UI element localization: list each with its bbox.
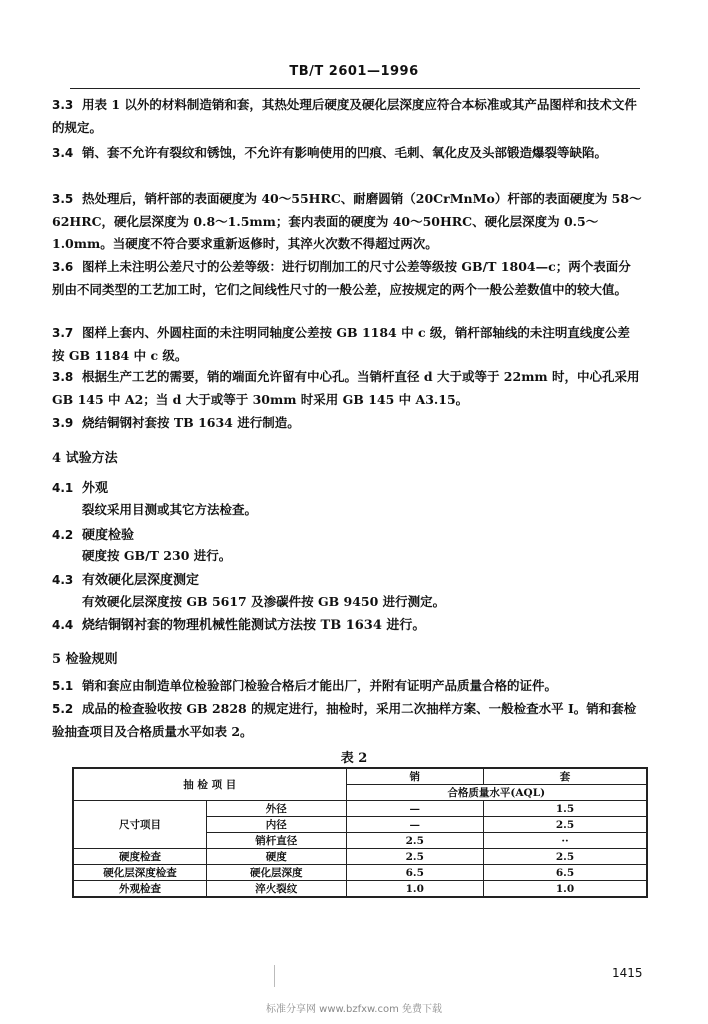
clause-number: 3.3 (52, 98, 74, 112)
table-row (73, 801, 647, 817)
clause-text: 图样上套内、外圆柱面的未注明同轴度公差按 GB 1184 中 c 级，销杆部轴线的未注明直线度公差按 GB 1184 中 c 级。 (52, 325, 630, 363)
table-row (73, 865, 647, 881)
clause-number: 3.4 (52, 146, 74, 160)
item-number: 4.1 (52, 481, 74, 495)
row-sleeve: 2.5 (484, 817, 647, 833)
clause-text: 用表 1 以外的材料制造销和套，其热处理后硬度及硬化层深度应符合本标准或其产品图样和技术文件的规定。 (52, 97, 637, 135)
clause-number: 3.5 (52, 192, 74, 206)
clause-3-6 (52, 256, 642, 301)
clause-text: 烧结铜钢衬套按 TB 1634 进行制造。 (82, 415, 300, 430)
header-pin: 销 (346, 768, 484, 785)
document-header: TB/T 2601—1996 (289, 64, 419, 79)
table-row (73, 881, 647, 898)
header-rule (70, 88, 640, 89)
item-title: 有效硬化层深度测定 (82, 573, 200, 588)
row-pin: 1.0 (346, 881, 484, 898)
table-caption: 表 2 (340, 751, 368, 766)
clause-number: 3.9 (52, 416, 74, 430)
row-item: 销杆直径 (207, 833, 346, 849)
table-row (73, 849, 647, 865)
item-number: 4.4 (52, 618, 74, 632)
row-pin: — (346, 801, 484, 817)
row-item: 内径 (207, 817, 346, 833)
table-header-row (73, 768, 647, 785)
clause-3-4 (52, 142, 642, 165)
row-category: 外观检查 (73, 881, 207, 898)
clause-number: 3.6 (52, 260, 74, 274)
row-pin: 2.5 (346, 833, 484, 849)
clause-3-3 (52, 94, 642, 139)
clause-number: 5.1 (52, 679, 74, 693)
clause-text: 图样上未注明公差尺寸的公差等级：进行切削加工的尺寸公差等级按 GB/T 1804—c；两个表面分别由不同类型的工艺加工时，它们之间线性尺寸的一般公差，应按规定的两个一般公差数值中的较大值。 (52, 259, 631, 297)
row-item: 硬度 (207, 849, 346, 865)
row-sleeve: 6.5 (484, 865, 647, 881)
row-pin: 6.5 (346, 865, 484, 881)
item-number: 4.2 (52, 528, 74, 542)
item-4-2-body: 硬度按 GB/T 230 进行。 (82, 548, 232, 563)
item-4-3-body: 有效硬化层深度按 GB 5617 及渗碳件按 GB 9450 进行测定。 (82, 594, 446, 609)
group-size-items: 尺寸项目 (73, 801, 207, 849)
row-pin: 2.5 (346, 849, 484, 865)
row-sleeve: 1.0 (484, 881, 647, 898)
item-number: 4.3 (52, 573, 74, 587)
item-4-1-title (52, 477, 108, 496)
header-items: 抽 检 项 目 (73, 768, 346, 801)
item-title: 外观 (82, 481, 109, 496)
row-sleeve: 1.5 (484, 801, 647, 817)
header-sleeve: 套 (484, 768, 647, 785)
section-4-title: 4 试验方法 (52, 451, 118, 466)
watermark-footer: 标准分享网 www.bzfxw.com 免费下载 (266, 1004, 442, 1015)
clause-3-9 (52, 412, 642, 435)
item-title: 烧结铜钢衬套的物理机械性能测试方法按 TB 1634 进行。 (82, 618, 426, 633)
inspection-table (72, 767, 648, 898)
clause-5-1 (52, 675, 642, 698)
footer-divider (274, 965, 275, 987)
row-pin: — (346, 817, 484, 833)
clause-number: 5.2 (52, 702, 74, 716)
row-item: 外径 (207, 801, 346, 817)
item-4-1-body: 裂纹采用目测或其它方法检查。 (82, 502, 258, 517)
item-title: 硬度检验 (82, 528, 135, 543)
clause-text: 销和套应由制造单位检验部门检验合格后才能出厂，并附有证明产品质量合格的证件。 (82, 678, 558, 693)
row-item: 硬化层深度 (207, 865, 346, 881)
clause-text: 销、套不允许有裂纹和锈蚀，不允许有影响使用的凹痕、毛刺、氧化皮及头部锻造爆裂等缺陷。 (82, 145, 608, 160)
section-5-title: 5 检验规则 (52, 652, 118, 667)
row-sleeve: ·· (484, 833, 647, 849)
row-sleeve: 2.5 (484, 849, 647, 865)
clause-text: 热处理后，销杆部的表面硬度为 40～55HRC、耐磨圆销（20CrMnMo）杆部的表面硬度为 58～62HRC，硬化层深度为 0.8～1.5mm；套内表面的硬度为 40～50HRC、硬化层深度为 0.5～1.0mm。当硬度不符合要求重新返修时，其淬火次数不得超过两次。 (52, 191, 642, 251)
row-item: 淬火裂纹 (207, 881, 346, 898)
row-category: 硬化层深度检查 (73, 865, 207, 881)
item-4-3-title (52, 569, 199, 588)
clause-3-7 (52, 322, 642, 367)
row-category: 硬度检查 (73, 849, 207, 865)
clause-3-5 (52, 188, 642, 256)
clause-3-8 (52, 366, 642, 411)
clause-5-2 (52, 698, 642, 743)
clause-number: 3.8 (52, 370, 74, 384)
item-4-2-title (52, 524, 134, 543)
clause-text: 成品的检查验收按 GB 2828 的规定进行，抽检时，采用二次抽样方案、一般检查水平 I。销和套检验抽查项目及合格质量水平如表 2。 (52, 701, 637, 739)
item-4-4-title (52, 614, 425, 633)
page-number: 1415 (612, 966, 643, 980)
header-aql: 合格质量水平(AQL) (346, 785, 647, 801)
clause-number: 3.7 (52, 326, 74, 340)
clause-text: 根据生产工艺的需要，销的端面允许留有中心孔。当销杆直径 d 大于或等于 22mm 时，中心孔采用 GB 145 中 A2；当 d 大于或等于 30mm 时采用 GB 145 中 A3.15。 (52, 369, 640, 407)
